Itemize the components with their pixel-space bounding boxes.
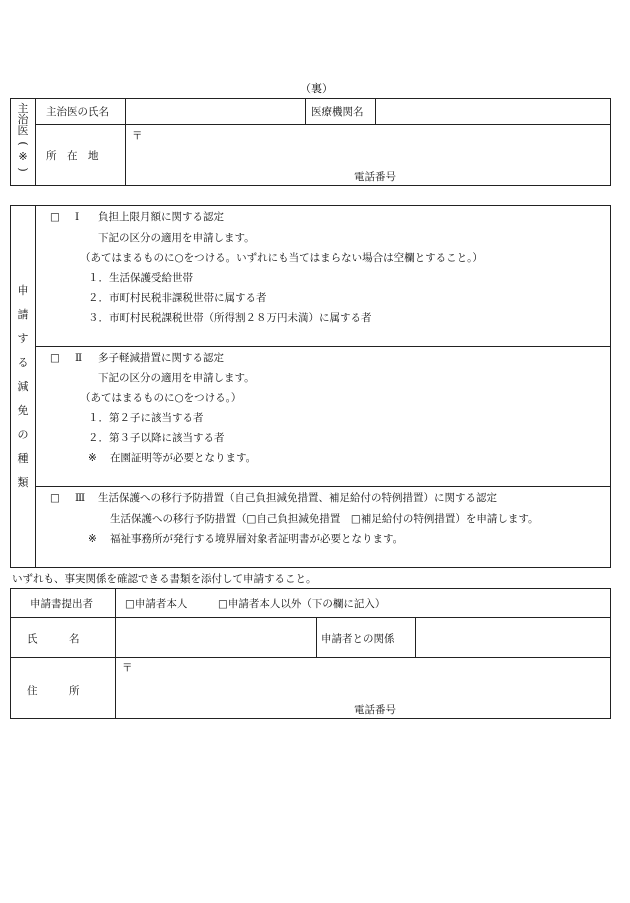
applicant-name-label: 氏 名 (27, 633, 80, 645)
submitter-other-option[interactable]: □申請者本人以外（下の欄に記入） (218, 598, 386, 610)
institution-label: 医療機関名 (311, 106, 364, 118)
applicant-phone-label: 電話番号 (354, 704, 396, 716)
section3-note-mark: ※ (88, 533, 97, 545)
physician-name-label: 主治医の氏名 (46, 106, 109, 118)
applicant-name-field[interactable] (117, 619, 314, 656)
section2-numeral: Ⅱ (75, 352, 83, 364)
section1-item[interactable]: ３．市町村民税課税世帯（所得割２８万円未満）に属する者 (88, 312, 372, 324)
back-side-label: （裏） (300, 82, 333, 95)
section1-checkbox[interactable]: □ (50, 211, 60, 223)
section3-line1: 生活保護への移行予防措置（□自己負担減免措置 □補足給付の特例措置）を申請します。 (110, 513, 539, 525)
section1-item[interactable]: ２．市町村民税非課税世帯に属する者 (88, 292, 267, 304)
section2-line2: （あてはまるものに○をつける。） (80, 392, 242, 404)
section2-line1: 下記の区分の適用を申請します。 (98, 372, 255, 384)
section2-checkbox[interactable]: □ (50, 352, 60, 364)
section2-note: 在園証明等が必要となります。 (110, 452, 257, 464)
section2-item[interactable]: ２．第３子以降に該当する者 (88, 432, 225, 444)
section3-note: 福祉事務所が発行する境界層対象者証明書が必要となります。 (110, 533, 404, 545)
institution-field[interactable] (377, 100, 608, 123)
section1-title: 負担上限月額に関する認定 (98, 211, 224, 223)
section1-item[interactable]: １．生活保護受給世帯 (88, 272, 193, 284)
section3-numeral: Ⅲ (75, 492, 86, 504)
section1-line2: （あてはまるものに○をつける。いずれにも当てはまらない場合は空欄とすること。） (80, 252, 483, 264)
submitter-label: 申請書提出者 (30, 598, 93, 610)
submitter-self-option[interactable]: □申請者本人 (125, 598, 188, 610)
section3-title: 生活保護への移行予防措置（自己負担減免措置、補足給付の特例措置）に関する認定 (98, 492, 497, 504)
physician-name-field[interactable] (127, 100, 303, 123)
section3-checkbox[interactable]: □ (50, 492, 60, 504)
section2-title: 多子軽減措置に関する認定 (98, 352, 224, 364)
relation-field[interactable] (417, 619, 608, 656)
relation-label: 申請者との関係 (321, 633, 395, 645)
applicant-address-label: 住 所 (27, 685, 80, 697)
physician-address-label: 所 在 地 (46, 150, 99, 162)
physician-phone-label: 電話番号 (354, 171, 396, 183)
section2-item[interactable]: １．第２子に該当する者 (88, 412, 204, 424)
physician-postal-mark: 〒 (132, 130, 143, 142)
section1-line1: 下記の区分の適用を申請します。 (98, 232, 255, 244)
instruction-text: いずれも、事実関係を確認できる書類を添付して申請すること。 (12, 573, 317, 585)
applicant-postal-mark: 〒 (122, 662, 133, 674)
section2-note-mark: ※ (88, 452, 97, 464)
physician-side-label: 主 治 医 ( ※ ) (16, 102, 30, 172)
section1-numeral: Ⅰ (75, 211, 80, 223)
reduction-side-label: 申 請 す る 減 免 の 種 類 (17, 284, 29, 489)
